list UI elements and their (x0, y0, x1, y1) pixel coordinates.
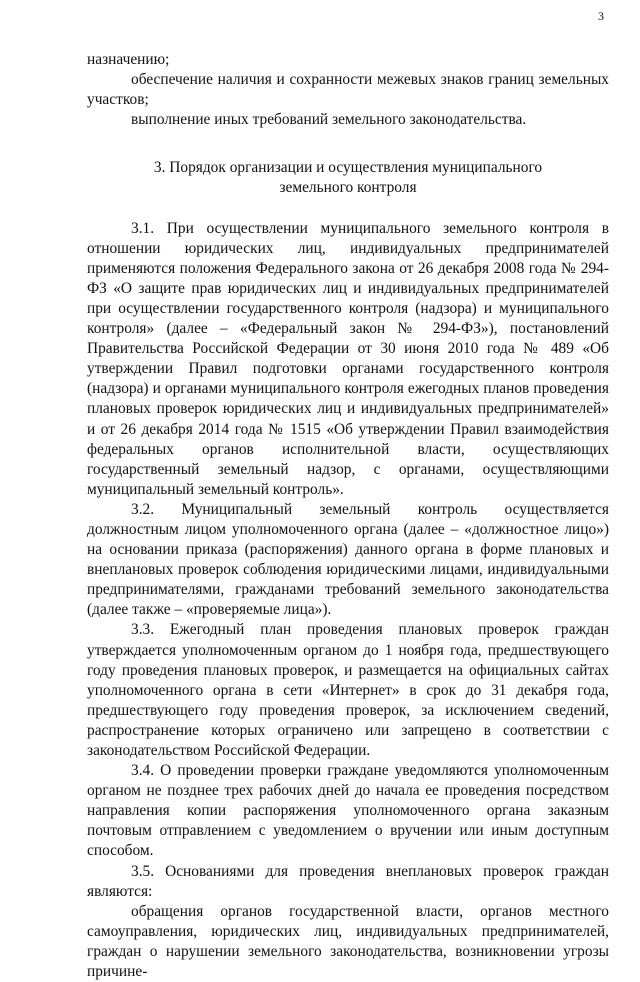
paragraph-3-5: 3.5. Основаниями для проведения внеплановых проверок граждан являются: (87, 862, 609, 900)
intro-line: обеспечение наличия и сохранности межевых знаков границ земельных участков; (87, 71, 609, 109)
paragraph-3-3: 3.3. Ежегодный план проведения плановых проверок граждан утверждается уполномоченным органом до 1 ноября года, предшествующего году проведения плановых проверок, и размещается на официальных сайтах уполномоченного органа в сети «Интернет» в срок до 31 декабря года, предшествующего году проведения проверок, за исключением сведений, распространение которых ограничено или запрещено в соответствии с законодательством Российской Федерации. (87, 621, 609, 759)
paragraph-3-4: 3.4. О проведении проверки граждане уведомляются уполномоченным органом не позднее трех рабочих дней до начала ее проведения посредством направления копии распоряжения уполномоченного органа заказным почтовым отправлением с уведомлением о вручении или иным доступным способом. (87, 762, 609, 860)
page-number: 3 (598, 9, 604, 23)
paragraph-3-5-item: обращения органов государственной власти, органов местного самоуправления, юридических лиц, индивидуальных предпринимателей, граждан о нарушении земельного законодательства, возникновении угрозы причине- (87, 902, 609, 981)
intro-line: назначению; (87, 51, 170, 68)
intro-line: выполнение иных требований земельного законодательства. (131, 111, 527, 129)
document-body (87, 50, 609, 982)
paragraph-3-2: 3.2. Муниципальный земельный контроль осуществляется должностным лицом уполномоченного органа (далее – «должностное лицо») на основании приказа (распоряжения) данного органа в форме плановых и внеплановых проверок соблюдения юридическими лицами, индивидуальными предпринимателями, гражданами требований земельного законодательства (далее также – «проверяемые лица»). (87, 500, 609, 619)
section-heading: 3. Порядок организации и осуществления муниципального земельного контроля (153, 159, 543, 197)
paragraph-3-1: 3.1. При осуществлении муниципального земельного контроля в отношении юридических лиц, индивидуальных предпринимателей применяются положения Федерального закона от 26 декабря 2008 года № 294-ФЗ «О защите прав юридических лиц и индивидуальных предпринимателей при осуществлении государственного контроля (надзора) и муниципального контроля» (далее – «Федеральный закон № 294-ФЗ»), постановлений Правительства Российской Федерации от 30 июня 2010 года № 489 «Об утверждении Правил подготовки органами государственного контроля (надзора) и органами муниципального контроля ежегодных планов проведения плановых проверок юридических лиц и индивидуальных предпринимателей» и от 26 декабря 2014 года № 1515 «Об утверждении Правил взаимодействия федеральных органов исполнительной власти, осуществляющих государственный земельный надзор, с органами, осуществляющими муниципальный земельный контроль». (87, 219, 609, 498)
